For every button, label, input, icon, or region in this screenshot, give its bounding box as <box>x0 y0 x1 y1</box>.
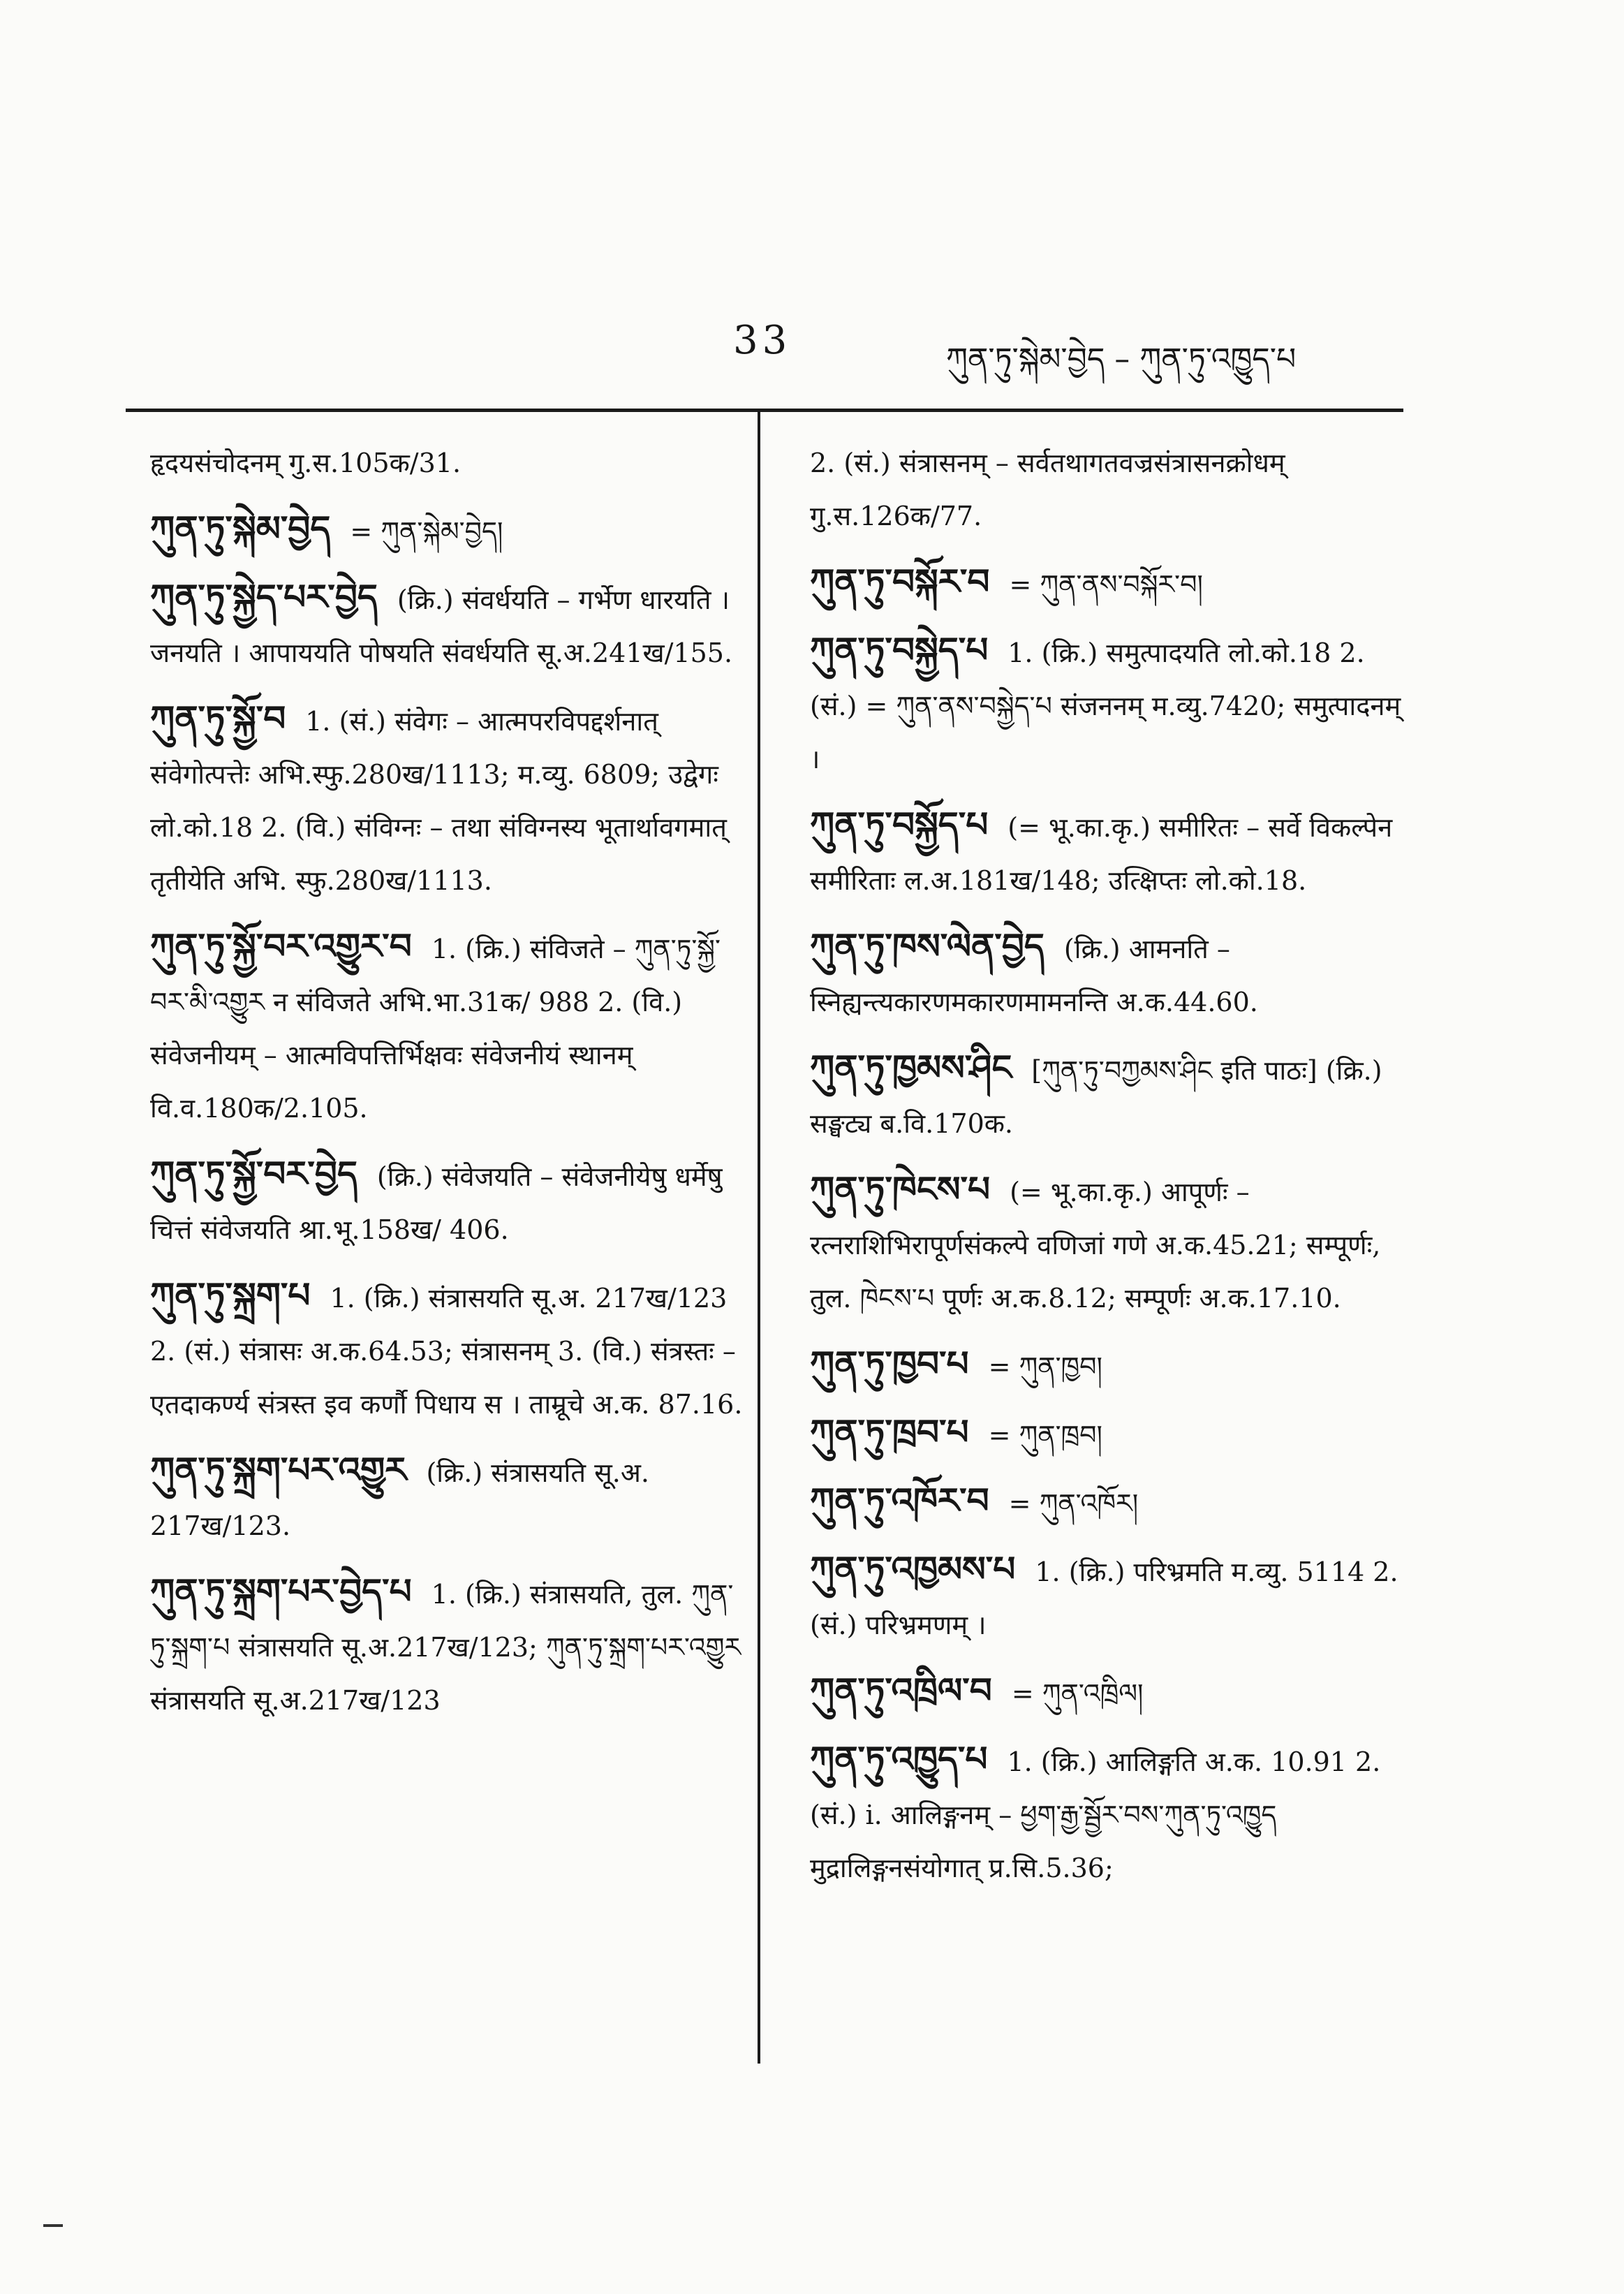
dictionary-entry <box>810 555 1403 611</box>
entry-definition: (क्रि.) संवेजयति – संवेजनीयेषु धर्मेषु चित्तं संवेजयति श्रा.भू.158ख/ 406. <box>150 1161 723 1245</box>
left-column <box>150 436 744 1740</box>
column-divider <box>758 409 760 2064</box>
entry-headword: ཀུན་ཏུ་སྐྲག་པ <box>150 1275 311 1316</box>
entry-definition: 1. (क्रि.) समुत्पादयति लो.को.18 2. (सं.) = ཀུན་ནས་བསྐྱེད་པ संजननम् म.व्यु.7420; समुत्पादनम् । <box>810 638 1401 774</box>
header-rule <box>126 409 1403 412</box>
entry-definition: (क्रि.) आमनति – स्निह्यन्त्यकारणमकारणमामनन्ति अ.क.44.60. <box>810 934 1258 1017</box>
dictionary-entry <box>150 571 744 679</box>
entry-definition: = ཀུན་འཁོར། <box>1008 1488 1139 1519</box>
entry-headword: ཀུན་ཏུ་འཁྲིལ་བ <box>810 1670 992 1711</box>
dictionary-entry <box>150 436 744 490</box>
dictionary-entry <box>810 1406 1403 1462</box>
entry-headword: ཀུན་ཏུ་འཁོར་བ <box>810 1480 989 1521</box>
dictionary-entry <box>810 436 1403 543</box>
entry-headword: ཀུན་ཏུ་བསྐྱོད་པ <box>810 804 989 845</box>
dictionary-entry <box>810 1163 1403 1325</box>
entry-definition: 1. (सं.) संवेगः – आत्मपरविपद्दर्शनात् संवेगोत्पत्तेः अभि.स्फु.280ख/1113; म.व्यु. 6809; उद्वेगः लो.को.18 2. (वि.) संविग्नः – तथा संविग्नस्य भूतार्थावगमात् तृतीयेति अभि. स्फु.280ख/1113. <box>150 706 727 896</box>
entry-headword: ཀུན་ཏུ་ཁྱམས་ཤིང <box>810 1047 1012 1088</box>
entry-definition: 2. (सं.) संत्रासनम् – सर्वतथागतवज्रसंत्रासनक्रोधम् गु.स.126क/77. <box>810 448 1285 531</box>
entry-definition: 1. (क्रि.) आलिङ्गति अ.क. 10.91 2. (सं.) i. आलिङ्गनम् – ཕྱག་རྒྱ་སྦྱོར་བས་ཀུན་ཏུ་འཁྱུད मुद्रालिङ्गनसंयोगात् प्र.सि.5.36; <box>810 1747 1381 1883</box>
entry-definition: (= भू.का.कृ.) आपूर्णः – रत्नराशिभिरापूर्णसंकल्पे वणिजां गणे अ.क.45.21; सम्पूर्णः, तुल. ཁེངས་པ पूर्णः अ.क.8.12; सम्पूर्णः अ.क.17.10. <box>810 1177 1381 1314</box>
footer-mark <box>43 2224 63 2227</box>
entry-definition: हृदयसंचोदनम् गु.स.105क/31. <box>150 448 462 478</box>
dictionary-entry <box>810 1041 1403 1150</box>
dictionary-entry <box>810 1474 1403 1530</box>
dictionary-entry <box>810 1543 1403 1652</box>
entry-headword: ཀུན་ཏུ་བསྐྱེད་པ <box>810 630 989 670</box>
dictionary-entry <box>150 920 744 1135</box>
entry-definition: 1. (क्रि.) संविजते – ཀུན་ཏུ་སྐྱོ་བར་མི་འགྱུར न संविजते अभि.भा.31क/ 988 2. (वि.) संवेजनीयम् – आत्मविपत्तिर्भिक्षवः संवेजनीयं स्थानम् वि.व.180क/2.105. <box>150 934 721 1124</box>
dictionary-entry <box>810 1664 1403 1720</box>
entry-headword: ཀུན་ཏུ་སྐྱོ་བར་བྱེད <box>150 1154 357 1194</box>
right-column <box>810 436 1403 1907</box>
dictionary-entry <box>150 1443 744 1552</box>
entry-headword: ཀུན་ཏུ་སྐྱོ་བར་འགྱུར་བ <box>150 926 412 966</box>
entry-headword: ཀུན་ཏུ་འཁྱམས་པ <box>810 1549 1016 1589</box>
entry-definition: = ཀུན་ནས་བསྐོར་བ། <box>1009 569 1203 600</box>
entry-definition: (क्रि.) संवर्धयति – गर्भेण धारयति । जनयति । आपाययति पोषयति संवर्धयति सू.अ.241ख/155. <box>150 584 733 668</box>
dictionary-entry <box>810 920 1403 1029</box>
dictionary-entry <box>150 692 744 907</box>
entry-definition: = ཀུན་ཁྱབ། <box>988 1351 1102 1382</box>
entry-headword: ཀུན་ཏུ་ཁེངས་པ <box>810 1169 991 1210</box>
entry-headword: ཀུན་ཏུ་སྐྱེད་པར་བྱེད <box>150 577 378 617</box>
entry-definition: (क्रि.) संत्रासयति सू.अ. 217ख/123. <box>150 1457 649 1541</box>
dictionary-entry <box>810 624 1403 786</box>
entry-definition: 1. (क्रि.) संत्रासयति सू.अ. 217ख/123 2. (सं.) संत्रासः अ.क.64.53; संत्रासनम् 3. (वि.) संत्रस्तः – एतदाकर्ण्य संत्रस्त इव कर्णौ पिधाय स । ताम्रूचे अ.क. 87.16. <box>150 1283 743 1420</box>
running-head: ཀུན་ཏུ་སྐེམ་བྱེད – ཀུན་ཏུ་འཁྱུད་པ <box>946 341 1297 377</box>
entry-definition: = ཀུན་སྐེམ་བྱེད། <box>350 516 503 547</box>
dictionary-entry <box>150 1147 744 1256</box>
dictionary-entry <box>150 502 744 558</box>
entry-headword: ཀུན་ཏུ་ཁྱབ་པ <box>810 1344 969 1384</box>
entry-definition: (= भू.का.कृ.) समीरितः – सर्वे विकल्पेन समीरिताः ल.अ.181ख/148; उत्क्षिप्तः लो.को.18. <box>810 812 1393 896</box>
dictionary-entry <box>150 1565 744 1727</box>
dictionary-entry <box>810 1337 1403 1393</box>
page-number: 33 <box>733 318 792 363</box>
entry-headword: ཀུན་ཏུ་ཁྲབ་པ <box>810 1412 969 1453</box>
entry-headword: ཀུན་ཏུ་སྐྲག་པར་འགྱུར <box>150 1450 407 1490</box>
entry-definition: = ཀུན་འཁྲིལ། <box>1011 1678 1144 1709</box>
entry-headword: ཀུན་ཏུ་སྐྱོ་བ <box>150 698 286 739</box>
dictionary-entry <box>150 1269 744 1431</box>
entry-definition: 1. (क्रि.) परिभ्रमति म.व्यु. 5114 2. (सं.) परिभ्रमणम् । <box>810 1557 1398 1640</box>
dictionary-entry <box>810 798 1403 907</box>
entry-headword: ཀུན་ཏུ་སྐེམ་བྱེད <box>150 508 331 549</box>
entry-definition: = ཀུན་ཁྲབ། <box>988 1420 1102 1450</box>
dictionary-entry <box>810 1733 1403 1895</box>
entry-definition: 1. (क्रि.) संत्रासयति, तुल. ཀུན་ཏུ་སྐྲག་པ संत्रासयति सू.अ.217ख/123; ཀུན་ཏུ་སྐྲག་པར་འགྱུར संत्रासयति सू.अ.217ख/123 <box>150 1579 741 1716</box>
entry-headword: ཀུན་ཏུ་སྐྲག་པར་བྱེད་པ <box>150 1571 412 1612</box>
entry-headword: ཀུན་ཏུ་ཁས་ལེན་བྱེད <box>810 926 1044 966</box>
entry-headword: ཀུན་ཏུ་འཁྱུད་པ <box>810 1739 988 1779</box>
entry-headword: ཀུན་ཏུ་བསྐོར་བ <box>810 561 990 602</box>
entry-definition: [ཀུན་ཏུ་བཀྱམས་ཤིང इति पाठः] (क्रि.) सङ्घट्य ब.वि.170क. <box>810 1055 1382 1139</box>
